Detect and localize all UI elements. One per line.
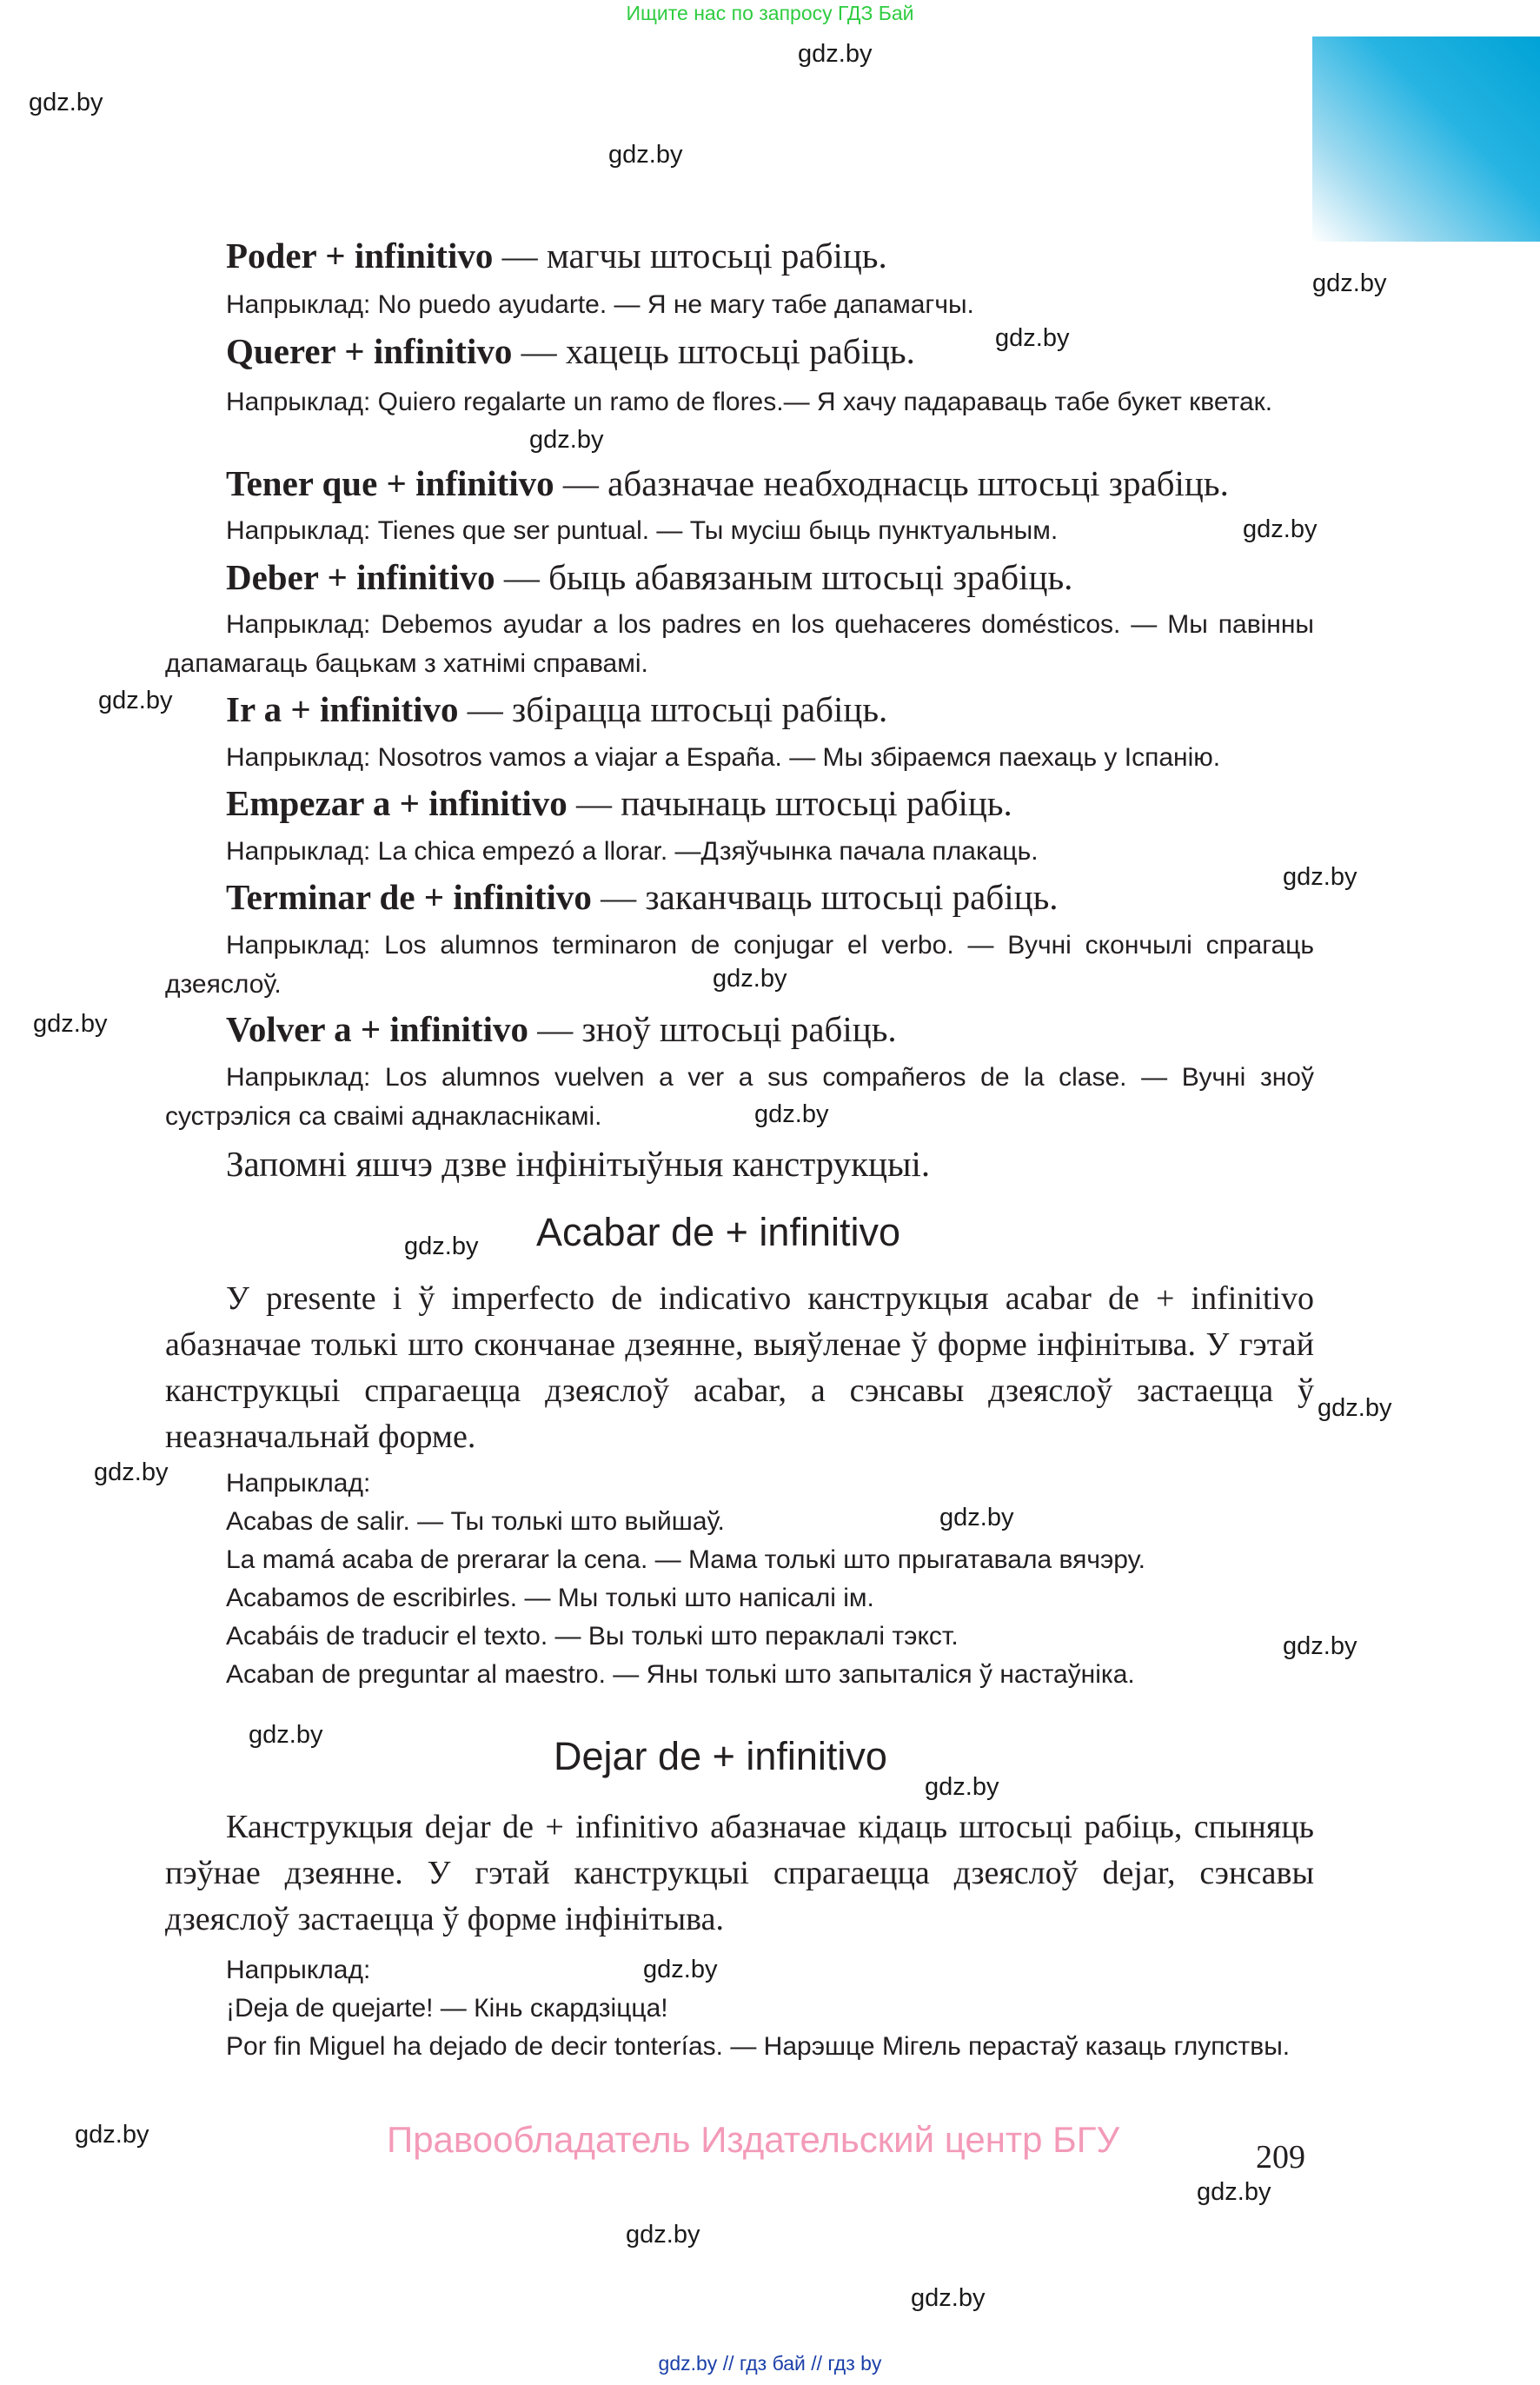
watermark: gdz.by xyxy=(925,1773,999,1801)
example-line: Acaban de preguntar al maestro. — Яны толькі што запыталіся ў настаўніка. xyxy=(226,1660,1135,1689)
watermark: gdz.by xyxy=(626,2221,700,2249)
construction-term: Tener que + infinitivo xyxy=(226,463,554,503)
example-line: ¡Deja de quejarte! — Кінь скардзіцца! xyxy=(226,1994,668,2023)
construction-example: Напрыклад: Los alumnos terminaron de conjugar el verbo. — Вучні скончылі спрагаць дзеяслоў. xyxy=(165,931,1314,999)
construction-meaning: — хацець штосьці рабіць. xyxy=(512,331,915,371)
paragraph-dejar: Канструкцыя dejar de + infinitivo абазначае кідаць штосьці рабіць, спыняць пэўнае дзеянне. У гэтай канструкцыі спрагаецца дзеяслоў dejar, сэнсавы дзеяслоў застаецца ў форме інфінітыва. xyxy=(165,1809,1314,1937)
construction-ir-a xyxy=(226,688,887,730)
construction-volver-a xyxy=(226,1008,897,1050)
construction-term: Empezar a + infinitivo xyxy=(226,783,568,823)
watermark: gdz.by xyxy=(1318,1394,1392,1422)
watermark: gdz.by xyxy=(1243,515,1318,543)
example-line: Acabas de salir. — Ты толькі што выйшаў. xyxy=(226,1507,725,1536)
watermark: gdz.by xyxy=(643,1956,718,1983)
construction-term: Terminar de + infinitivo xyxy=(226,877,592,917)
construction-meaning: — магчы штосьці рабіць. xyxy=(493,236,887,276)
construction-meaning: — быць абавязаным штосьці зрабіць. xyxy=(495,557,1073,597)
construction-meaning: — абазначае неабходнасць штосьці зрабіць. xyxy=(554,463,1229,503)
watermark: gdz.by xyxy=(995,324,1070,352)
watermark: gdz.by xyxy=(1312,269,1387,297)
construction-poder xyxy=(226,235,887,276)
watermark: gdz.by xyxy=(1283,1632,1357,1660)
watermark: gdz.by xyxy=(1283,863,1357,891)
construction-example: Напрыклад: Nosotros vamos a viajar a España. — Мы збіраемся паехаць у Іспанію. xyxy=(226,743,1221,772)
watermark: gdz.by xyxy=(939,1504,1014,1531)
watermark: gdz.by xyxy=(33,1010,108,1038)
watermark: gdz.by xyxy=(798,40,873,68)
section-title-acabar: Acabar de + infinitivo xyxy=(536,1210,900,1254)
construction-example: Напрыклад: No puedo ayudarte. — Я не магу табе дапамагчы. xyxy=(226,290,974,319)
construction-querer xyxy=(226,330,915,372)
watermark: gdz.by xyxy=(1197,2178,1271,2206)
remember-line: Запомні яшчэ дзве інфінітыўныя канструкцыі. xyxy=(226,1144,931,1184)
watermark: gdz.by xyxy=(911,2284,986,2312)
construction-empezar-a xyxy=(226,782,1012,824)
construction-meaning: — пачынаць штосьці рабіць. xyxy=(567,783,1012,823)
watermark: gdz.by xyxy=(404,1232,479,1260)
construction-tener-que xyxy=(226,462,1229,504)
watermark: gdz.by xyxy=(249,1721,323,1749)
watermark: gdz.by xyxy=(98,687,173,714)
watermark: gdz.by xyxy=(713,965,787,993)
construction-example: Напрыклад: Debemos ayudar a los padres en los quehaceres domésticos. — Мы павінны дапамагаць бацькам з хатнімі справамі. xyxy=(165,610,1314,678)
section-title-dejar: Dejar de + infinitivo xyxy=(554,1734,887,1778)
construction-terminar-de xyxy=(226,876,1059,918)
construction-example: Напрыклад: La chica empezó a llorar. —Дзяўчынка пачала плакаць. xyxy=(226,837,1039,866)
construction-term: Deber + infinitivo xyxy=(226,557,495,597)
watermark: gdz.by xyxy=(754,1100,829,1128)
construction-term: Poder + infinitivo xyxy=(226,236,494,276)
top-banner-link[interactable]: Ищите нас по запросу ГДЗ Бай xyxy=(626,2,914,24)
construction-meaning: — заканчваць штосьці рабіць. xyxy=(591,877,1059,917)
example-label: Напрыклад: xyxy=(226,1956,371,1984)
paragraph-acabar: У presente і ў imperfecto de indicativo канструкцыя acabar de + infinitivo абазначае толькі што скончанае дзеянне, выяўленае ў форме інфінітыва. У гэтай канструкцыі спрагаецца дзеяслоў acabar, а сэнсавы дзеяслоў застаецца ў неазначальнай форме. xyxy=(165,1280,1314,1455)
construction-term: Volver a + infinitivo xyxy=(226,1009,528,1049)
watermark: gdz.by xyxy=(529,426,604,454)
construction-term: Ir a + infinitivo xyxy=(226,689,459,729)
construction-term: Querer + infinitivo xyxy=(226,331,513,371)
example-line: Acabáis de traducir el texto. — Вы толькі што пераклалі тэкст. xyxy=(226,1622,959,1651)
example-line: La mamá acaba de prerarar la cena. — Мама толькі што прыгатавала вячэру. xyxy=(226,1545,1145,1574)
construction-deber xyxy=(226,556,1072,598)
watermark: gdz.by xyxy=(75,2121,149,2149)
construction-example: Напрыклад: Quiero regalarte un ramo de flores.— Я хачу падараваць табе букет кветак. xyxy=(226,388,1273,416)
example-line: Acabamos de escribirles. — Мы толькі што напісалі ім. xyxy=(226,1584,874,1612)
example-label: Напрыклад: xyxy=(226,1469,371,1498)
watermark: gdz.by xyxy=(94,1458,169,1486)
example-line: Por fin Miguel ha dejado de decir tonterías. — Нарэшце Мігель перастаў казаць глупствы. xyxy=(226,2032,1291,2061)
watermark: gdz.by xyxy=(608,141,683,169)
page-number: 209 xyxy=(1256,2139,1305,2176)
construction-meaning: — збірацца штосьці рабіць. xyxy=(458,689,888,729)
corner-gradient-decoration xyxy=(1312,37,1540,242)
bottom-site-links[interactable]: gdz.by // гдз бай // гдз by xyxy=(658,2352,882,2375)
watermark: gdz.by xyxy=(29,89,103,116)
construction-meaning: — зноў штосьці рабіць. xyxy=(528,1009,897,1049)
construction-example: Напрыклад: Los alumnos vuelven a ver a sus compañeros de la clase. — Вучні зноў сустрэліся са сваімі аднакласнікамі. xyxy=(165,1063,1314,1131)
copyright-owner: Правообладатель Издательский центр БГУ xyxy=(387,2119,1120,2160)
construction-example: Напрыклад: Tienes que ser puntual. — Ты мусіш быць пунктуальным. xyxy=(226,516,1059,545)
